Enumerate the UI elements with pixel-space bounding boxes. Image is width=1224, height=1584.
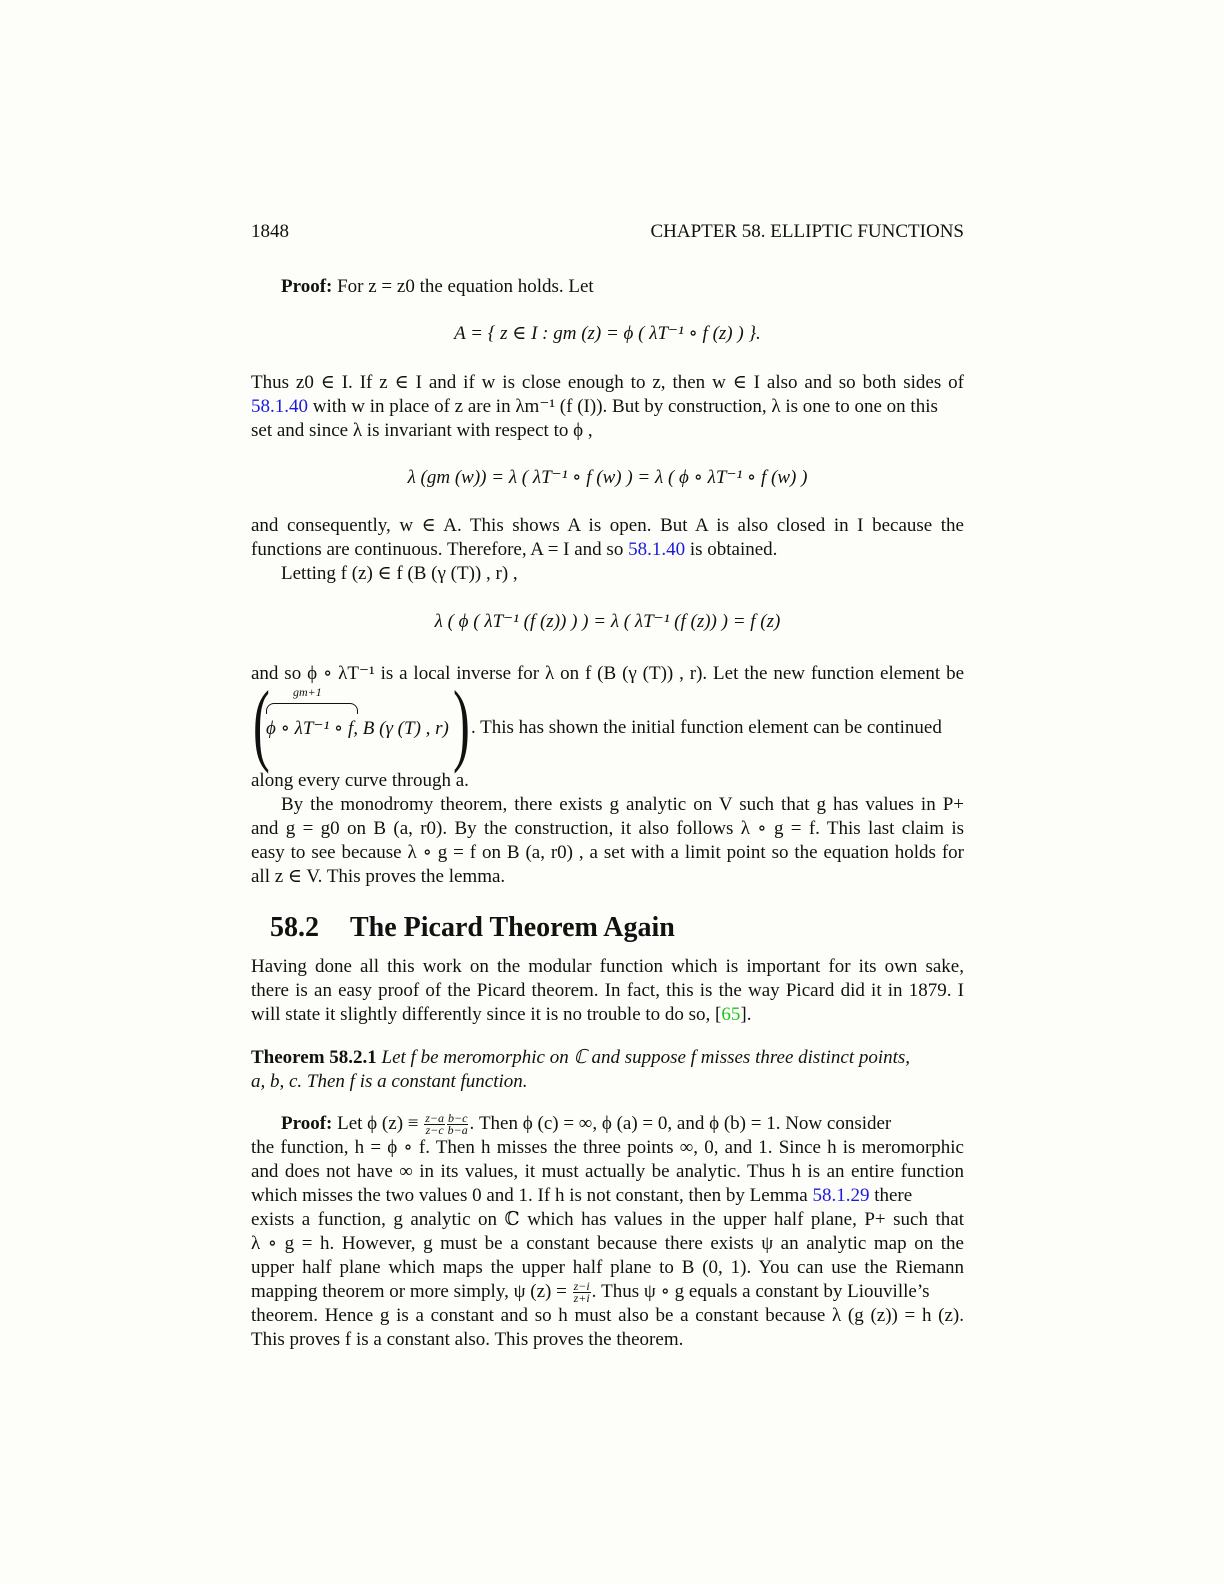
proof-intro-text: For z = z0 the equation holds. Let [337, 276, 594, 297]
lemma-ref-link[interactable]: 58.1.29 [812, 1185, 870, 1206]
paragraph-line: Thus z0 ∈ I. If z ∈ I and if w is close enough to z, then w ∈ I also and so both sides of [251, 372, 964, 393]
paragraph-line: easy to see because λ ∘ g = f on B (a, r0) , a set with a limit point so the equation holds for [251, 842, 964, 863]
left-paren: ( [253, 672, 270, 774]
paragraph-text: Let ϕ (z) ≡ [337, 1113, 419, 1134]
fraction [447, 1113, 468, 1136]
paragraph-line: This proves f is a constant also. This proves the theorem. [251, 1329, 684, 1350]
theorem-label: Theorem 58.2.1 [251, 1047, 377, 1068]
page-number: 1848 [251, 221, 289, 242]
paragraph-line: and consequently, w ∈ A. This shows A is open. But A is also closed in I because the [251, 515, 964, 536]
paragraph-text: . Then ϕ (c) = ∞, ϕ (a) = 0, and ϕ (b) = 1. Now consider [469, 1113, 892, 1134]
overbrace-label: gm+1 [293, 685, 322, 699]
paragraph-line: Letting f (z) ∈ f (B (γ (T)) , r) , [281, 563, 518, 584]
equation-phi: λ ( ϕ ( λT⁻¹ (f (z)) ) ) = λ ( λT⁻¹ (f (z)) ) = f (z) [434, 611, 781, 632]
paragraph-line [251, 1184, 964, 1208]
equation-lambda: λ (gm (w)) = λ ( λT⁻¹ ∘ f (w) ) = λ ( ϕ ∘ λT⁻¹ ∘ f (w) ) [407, 467, 808, 488]
proof-intro [251, 275, 964, 299]
theorem-text: Let f be meromorphic on ℂ and suppose f misses three distinct points, [381, 1047, 911, 1068]
running-header [251, 220, 964, 244]
paragraph-text: mapping theorem or more simply, ψ (z) = [251, 1281, 567, 1302]
paragraph-line [251, 1280, 964, 1304]
paragraph-line: all z ∈ V. This proves the lemma. [251, 866, 506, 887]
paragraph-line: Having done all this work on the modular function which is important for its own sake, [251, 956, 964, 977]
fraction-denominator: b−a [447, 1123, 468, 1138]
paragraph-line [251, 395, 964, 419]
paragraph-line: and g = g0 on B (a, r0). By the construction, it also follows λ ∘ g = f. This last claim is [251, 818, 964, 839]
paragraph-text: which misses the two values 0 and 1. If h is not constant, then by Lemma [251, 1185, 808, 1206]
theorem-text: a, b, c. Then f is a constant function. [251, 1071, 528, 1092]
paragraph-line: along every curve through a. [251, 770, 469, 791]
paragraph-line: exists a function, g analytic on ℂ which has values in the upper half plane, P+ such that [251, 1209, 964, 1230]
paragraph-line: set and since λ is invariant with respect to ϕ , [251, 420, 593, 441]
paragraph-line: theorem. Hence g is a constant and so h must also be a constant because λ (g (z)) = h (z). [251, 1305, 964, 1326]
equation-set-A: A = { z ∈ I : gm (z) = ϕ ( λT⁻¹ ∘ f (z) ) }. [454, 323, 761, 344]
proof-label: Proof: [281, 276, 333, 297]
paragraph-line: λ ∘ g = h. However, g must be a constant because there exists ψ an analytic map on the [251, 1233, 964, 1254]
paragraph-line: and does not have ∞ in its values, it must actually be analytic. Thus h is an entire function [251, 1161, 964, 1182]
fraction-denominator: z+i [573, 1291, 590, 1306]
paragraph-line: and so ϕ ∘ λT⁻¹ is a local inverse for λ on f (B (γ (T)) , r). Let the new function element be [251, 663, 964, 684]
citation-link[interactable]: 65 [721, 1004, 741, 1025]
paragraph-line [251, 538, 964, 562]
fraction [424, 1113, 445, 1136]
function-element-text: ϕ ∘ λT⁻¹ ∘ f, B (γ (T) , r) [266, 718, 449, 739]
overbrace-icon [266, 703, 358, 714]
paragraph-text: . This has shown the initial function element can be continued [471, 717, 942, 738]
paragraph-line: By the monodromy theorem, there exists g analytic on V such that g has values in P+ [281, 794, 964, 815]
paragraph-text: with w in place of z are in λm⁻¹ (f (I)). But by construction, λ is one to one on this [312, 396, 938, 417]
fraction-denominator: z−c [425, 1123, 444, 1138]
theorem-statement [251, 1046, 964, 1070]
paragraph-line: the function, h = ϕ ∘ f. Then h misses the three points ∞, 0, and 1. Since h is meromorphic [251, 1137, 964, 1158]
fraction-numerator: z−a [425, 1111, 445, 1126]
paragraph-text: ]. [740, 1004, 752, 1025]
paragraph-line [251, 1112, 964, 1136]
proof-label: Proof: [281, 1113, 333, 1134]
paragraph-line: there is an easy proof of the Picard theorem. In fact, this is the way Picard did it in 1879. I [251, 980, 964, 1001]
equation-ref-link[interactable]: 58.1.40 [251, 396, 308, 417]
fraction-numerator: b−c [448, 1111, 468, 1126]
right-paren: ) [453, 672, 470, 774]
section-number: 58.2 [270, 912, 319, 943]
equation-ref-link[interactable]: 58.1.40 [628, 539, 686, 560]
fraction [573, 1281, 591, 1304]
chapter-title: CHAPTER 58. ELLIPTIC FUNCTIONS [650, 221, 964, 242]
paragraph-text: will state it slightly differently since it is no trouble to do so, [ [251, 1004, 722, 1025]
paragraph-text: is obtained. [689, 539, 778, 560]
paragraph-line: upper half plane which maps the upper half plane to B (0, 1). You can use the Riemann [251, 1257, 964, 1278]
paragraph-text: functions are continuous. Therefore, A = I and so [251, 539, 624, 560]
fraction-numerator: z−i [573, 1279, 590, 1294]
section-title: The Picard Theorem Again [350, 912, 675, 943]
paragraph-text: there [874, 1185, 913, 1206]
paragraph-line [251, 1003, 964, 1027]
paragraph-text: . Thus ψ ∘ g equals a constant by Liouville’s [591, 1281, 930, 1302]
section-heading [270, 910, 983, 946]
